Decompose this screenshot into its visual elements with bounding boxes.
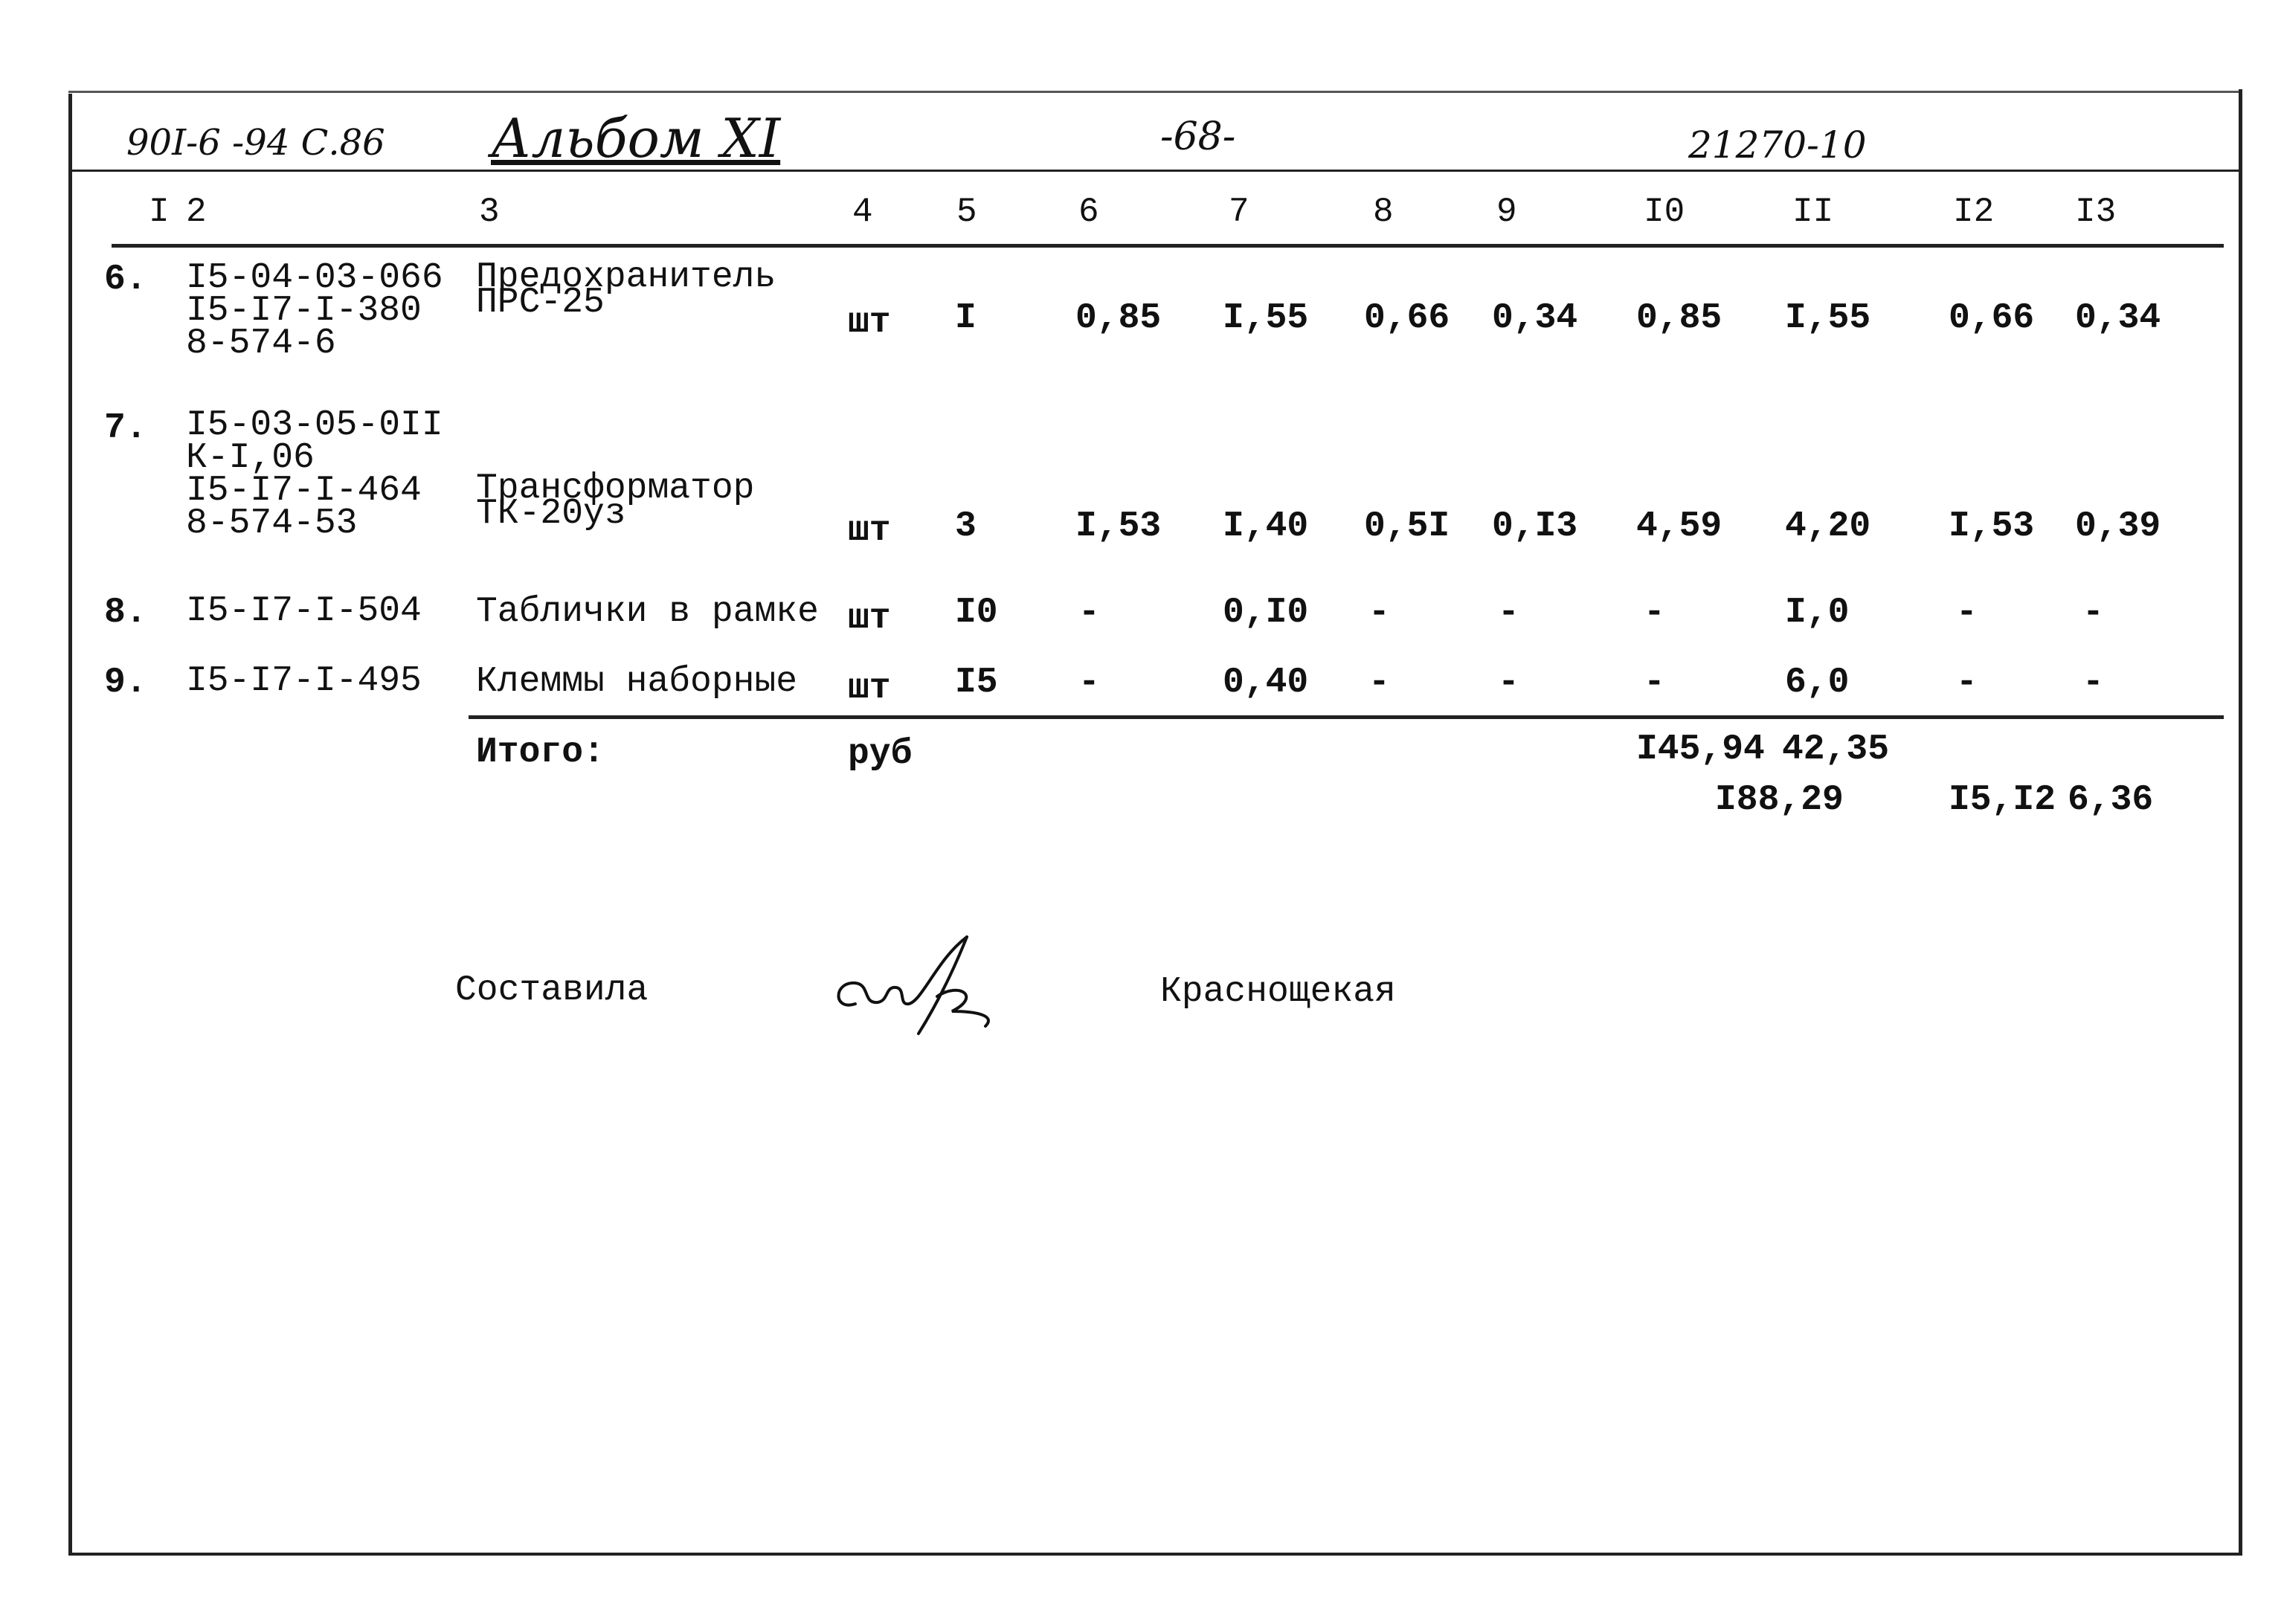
total-divider [469, 715, 2224, 719]
page-number: -68- [1160, 115, 1236, 159]
total-col12: I5,I2 [1949, 780, 2056, 820]
total-unit: руб [848, 734, 913, 774]
cell-col8: 0,66 [1364, 298, 1450, 338]
col-num-12: I2 [1953, 193, 1995, 231]
cell-col7: I,55 [1223, 298, 1309, 338]
handwritten-signature [826, 929, 1019, 1041]
cell-col8: - [1368, 593, 1390, 633]
cell-col9: - [1498, 593, 1519, 633]
signer-role: Составила [455, 970, 649, 1011]
cell-col13: 0,39 [2075, 506, 2161, 547]
cell-col10: 0,85 [1636, 298, 1722, 338]
col-num-1: I [149, 193, 170, 231]
cell-col7: I,40 [1223, 506, 1309, 547]
cell-col12: - [1956, 663, 1978, 703]
unit: шт [848, 668, 891, 709]
cell-col13: - [2082, 663, 2104, 703]
unit: шт [848, 303, 891, 343]
cell-col12: 0,66 [1949, 298, 2035, 338]
col-num-7: 7 [1229, 193, 1249, 231]
col-num-9: 9 [1496, 193, 1517, 231]
cell-col6: - [1078, 593, 1100, 633]
total-col13: 6,36 [2068, 780, 2154, 820]
row-number: 9. [104, 663, 147, 703]
col-num-13: I3 [2075, 193, 2117, 231]
item-name: Предохранитель ПРС-25 [476, 257, 776, 323]
catalog-codes: I5-I7-I-504 [186, 591, 422, 631]
cell-col6: 0,85 [1075, 298, 1162, 338]
album-title: Альбом XI [491, 107, 781, 170]
frame-bottom-border [68, 1553, 2242, 1556]
cell-col13: 0,34 [2075, 298, 2161, 338]
cell-col12: I,53 [1949, 506, 2035, 547]
frame-right-border [2239, 89, 2242, 1556]
cell-col10: 4,59 [1636, 506, 1722, 547]
total-col11: 42,35 [1782, 729, 1890, 770]
col-num-2: 2 [186, 193, 207, 231]
item-name: Трансформатор ТК-20уз [476, 468, 755, 534]
cell-col6: I,53 [1075, 506, 1162, 547]
cell-col11: 4,20 [1785, 506, 1871, 547]
cell-col11: I,55 [1785, 298, 1871, 338]
col-num-6: 6 [1078, 193, 1099, 231]
unit: шт [848, 599, 891, 639]
cell-col13: - [2082, 593, 2104, 633]
col-num-10: I0 [1644, 193, 1685, 231]
cell-col11: 6,0 [1785, 663, 1850, 703]
cell-col9: - [1498, 663, 1519, 703]
doc-number: 21270-10 [1688, 123, 1867, 167]
cell-col6: - [1078, 663, 1100, 703]
item-name: Клеммы наборные [476, 662, 798, 702]
cell-col8: 0,5I [1364, 506, 1450, 547]
quantity: I [955, 298, 977, 338]
document-code: 90I-6 -94 С.86 [126, 122, 385, 164]
total-label: Итого: [476, 732, 605, 773]
signer-name: Краснощекая [1160, 972, 1396, 1012]
col-num-5: 5 [956, 193, 977, 231]
cell-col7: 0,40 [1223, 663, 1309, 703]
cell-col9: 0,I3 [1492, 506, 1578, 547]
frame-left-border [68, 94, 72, 1556]
quantity: I0 [955, 593, 998, 633]
catalog-codes: I5-03-05-0II К-I,06 I5-I7-I-464 8-574-53 [186, 405, 443, 544]
catalog-codes: I5-I7-I-495 [186, 661, 422, 701]
quantity: 3 [955, 506, 977, 547]
col-num-4: 4 [852, 193, 873, 231]
cell-col10: - [1644, 663, 1665, 703]
row-number: 7. [104, 408, 147, 448]
cell-col9: 0,34 [1492, 298, 1578, 338]
cell-col7: 0,I0 [1223, 593, 1309, 633]
row-number: 8. [104, 593, 147, 633]
col-num-11: II [1792, 193, 1834, 231]
quantity: I5 [955, 663, 998, 703]
col-num-8: 8 [1373, 193, 1394, 231]
cell-col8: - [1368, 663, 1390, 703]
item-name: Таблички в рамке [476, 592, 819, 632]
col-num-3: 3 [479, 193, 500, 231]
header-divider [68, 170, 2242, 172]
catalog-codes: I5-04-03-066 I5-I7-I-380 8-574-6 [186, 258, 443, 364]
cell-col11: I,0 [1785, 593, 1850, 633]
cell-col10: - [1644, 593, 1665, 633]
total-col10: I45,94 [1636, 729, 1765, 770]
frame-top-border [68, 91, 2242, 93]
row-number: 6. [104, 260, 147, 300]
column-header-divider [112, 244, 2224, 248]
unit: шт [848, 511, 891, 551]
cell-col12: - [1956, 593, 1978, 633]
total-sum: I88,29 [1715, 780, 1844, 820]
